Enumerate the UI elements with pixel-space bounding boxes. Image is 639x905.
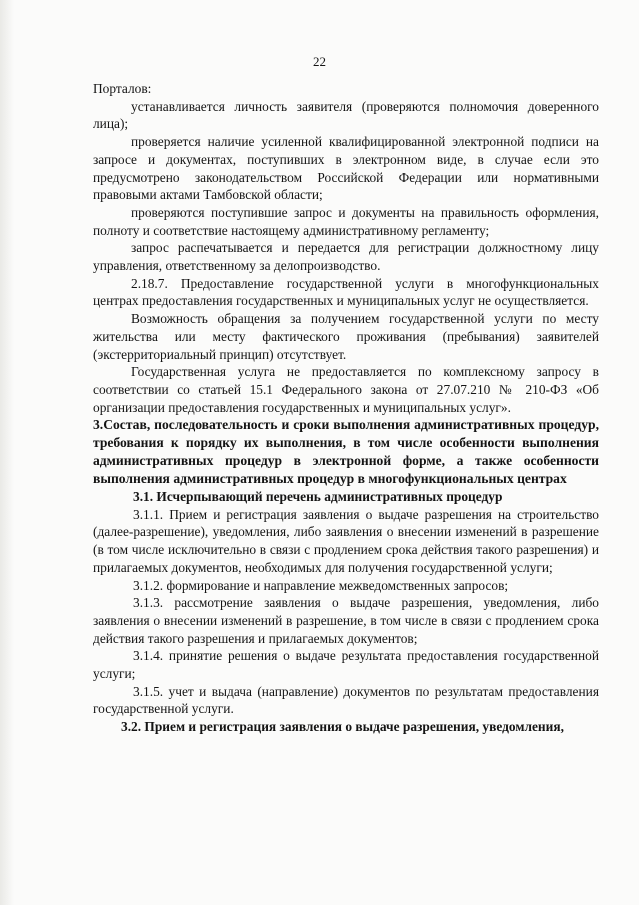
paragraph: проверяются поступившие запрос и документы на правильность оформления, полноту и соответствие настоящему административному регламенту; bbox=[93, 204, 599, 238]
list-item: 3.1.5. учет и выдача (направление) документов по результатам предоставления государственной услуги. bbox=[93, 683, 599, 717]
section-3-heading: 3.Состав, последовательность и сроки выполнения административных процедур, требования к порядку их выполнения, в том числе особенности выполнения административных процедур в электронной форме, а также особенности выполнения административных процедур в многофункциональных центрах bbox=[93, 417, 599, 487]
page-number: 22 bbox=[313, 54, 326, 69]
list-item: 3.1.4. принятие решения о выдаче результата предоставления государственной услуги; bbox=[93, 648, 599, 682]
scan-edge-shadow bbox=[0, 0, 14, 905]
list-item: 3.1.2. формирование и направление межведомственных запросов; bbox=[133, 577, 509, 593]
subsection-3-2-heading: 3.2. Прием и регистрация заявления о выдаче разрешения, уведомления, bbox=[121, 719, 564, 735]
paragraph: запрос распечатывается и передается для регистрации должностному лицу управления, ответственному за делопроизводство. bbox=[93, 240, 599, 274]
paragraph: Возможность обращения за получением государственной услуги по месту жительства или месту фактического проживания (пребывания) заявителей (экстерриториальный принцип) отсутствует. bbox=[93, 311, 599, 362]
paragraph: 2.18.7. Предоставление государственной услуги в многофункциональных центрах предоставления государственных и муниципальных услуг не осуществляется. bbox=[93, 275, 599, 309]
paragraph: Порталов: bbox=[93, 81, 152, 96]
paragraph: Государственная услуга не предоставляется по комплексному запросу в соответствии со статьей 15.1 Федерального закона от 27.07.210 № 210-ФЗ «Об организации предоставления государственных и муниципальных услуг». bbox=[93, 364, 599, 415]
subsection-3-1-heading: 3.1. Исчерпывающий перечень административных процедур bbox=[133, 488, 503, 504]
paragraph: устанавливается личность заявителя (проверяются полномочия доверенного лица); bbox=[93, 98, 599, 132]
list-item: 3.1.1. Прием и регистрация заявления о выдаче разрешения на строительство (далее-разрешение), уведомления, либо заявления о внесении изменений в разрешение (в том числе исключительно в связи с продлением срока действия такого разрешения) и прилагаемых документов, необходимых для получения государственной услуги; bbox=[93, 506, 599, 575]
list-item: 3.1.3. рассмотрение заявления о выдаче разрешения, уведомления, либо заявления о внесении изменений в разрешение, в том числе в связи с продлением срока действия такого разрешения и прилагаемых документов; bbox=[93, 595, 599, 646]
paragraph: проверяется наличие усиленной квалифицированной электронной подписи на запросе и документах, поступивших в электронном виде, в случае если это предусмотрено законодательством Российской Федерации или нормативными правовыми актами Тамбовской области; bbox=[93, 134, 599, 203]
document-body bbox=[93, 80, 599, 736]
